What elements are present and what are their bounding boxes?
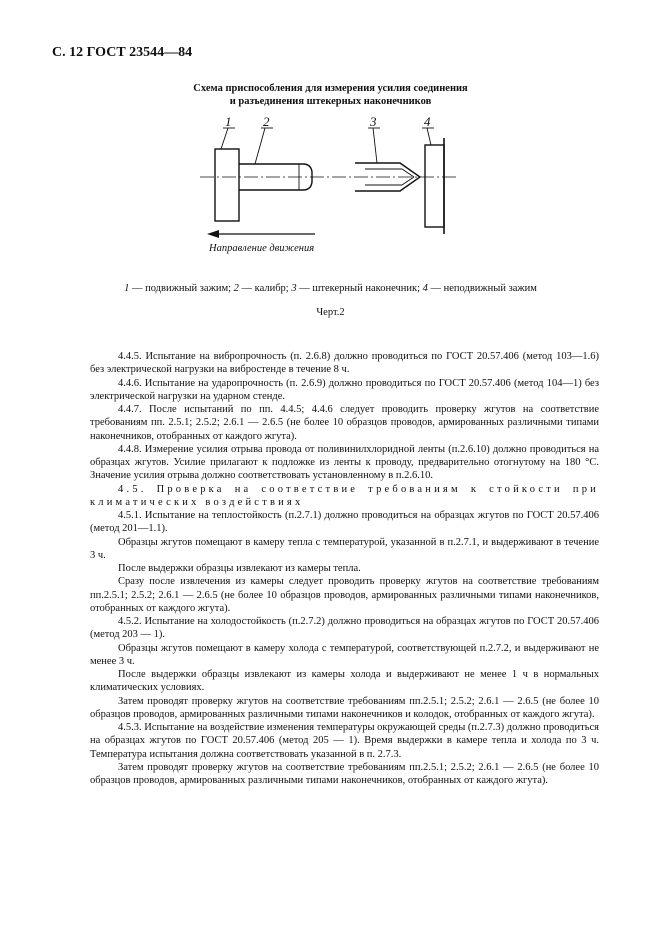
figure-title-line2: и разъединения штекерных наконечников — [229, 96, 432, 107]
paragraph: Образцы жгутов помещают в камеру тепла с температурой, указанной в п.2.7.1, и выдерживают в течение 3 ч. — [90, 536, 599, 561]
legend-text-3: штекерный наконечник; — [309, 283, 423, 294]
figure-legend — [0, 283, 661, 294]
legend-num-3: 3 — [291, 283, 297, 294]
paragraph: 4.4.7. После испытаний по пп. 4.4.5; 4.4.6 следует проводить проверку жгутов на соответствие требованиям пп. 2.5.1; 2.5.2; 2.6.1 — 2.6.5 (не более 10 образцов проводов, армированных различными типами наконечников, отобранных от каждого жгута). — [90, 404, 599, 442]
section-heading: 4.5. Проверка на соответствие требованиям к стойкости при климатических воздействиях — [90, 483, 599, 508]
legend-dash: — — [241, 283, 253, 294]
paragraph: Образцы жгутов помещают в камеру холода с температурой, соответствующей п.2.7.2, и выдерживают не менее 3 ч. — [90, 642, 599, 667]
legend-dash: — — [430, 283, 441, 294]
paragraph: Затем проводят проверку жгутов на соответствие требованиям пп.2.5.1; 2.5.2; 2.6.1 — 2.6.5 (не более 10 образцов проводов, армированных различными типами наконечников и колодок, отобранных от каждого жгута). — [90, 695, 599, 720]
fixed-clamp-shape — [425, 145, 444, 227]
legend-num-2: 2 — [233, 283, 239, 294]
label-4: 4 — [424, 116, 431, 129]
paragraph: 4.5.1. Испытание на теплостойкость (п.2.7.1) должно проводиться на образцах жгутов по ГОСТ 20.57.406 (метод 201—1.1). — [90, 510, 599, 535]
paragraph: После выдержки образцы извлекают из камеры тепла. — [118, 563, 361, 574]
legend-text-4: неподвижный зажим — [441, 283, 537, 294]
label-2: 2 — [263, 116, 270, 129]
paragraph: Сразу после извлечения из камеры следует проводить проверку жгутов на соответствие требованиям пп.2.5.1; 2.5.2; 2.6.1 — 2.6.5 (не более 10 образцов проводов, армированных различными типами наконечников, отобранных от каждого жгута). — [90, 576, 599, 614]
legend-text-2: калибр; — [252, 283, 292, 294]
fixture-diagram — [195, 116, 465, 266]
legend-dash: — — [131, 283, 143, 294]
legend-num-1: 1 — [124, 283, 130, 294]
paragraph: После выдержки образцы извлекают из камеры холода и выдерживают не менее 1 ч в нормальных климатических условиях. — [90, 669, 599, 694]
paragraph: 4.5.2. Испытание на холодостойкость (п.2.7.2) должно проводиться на образцах жгутов по ГОСТ 20.57.406 (метод 203 — 1). — [90, 616, 599, 641]
paragraph: 4.4.6. Испытание на ударопрочность (п. 2.6.9) должно проводиться по ГОСТ 20.57.406 (метод 104—1) без электрической нагрузки на ударном стенде. — [90, 377, 599, 402]
legend-dash: — — [299, 283, 310, 294]
movable-clamp-shape — [215, 149, 239, 221]
label-3: 3 — [370, 116, 377, 129]
legend-text-1: подвижный зажим; — [142, 283, 234, 294]
paragraph: Затем проводят проверку жгутов на соответствие требованиям пп.2.5.1; 2.5.2; 2.6.1 — 2.6.5 (не более 10 образцов проводов, армированных различными типами наконечников, отобранных от каждого жгута). — [90, 761, 599, 786]
paragraph: 4.4.5. Испытание на вибропрочность (п. 2.6.8) должно проводиться по ГОСТ 20.57.406 (метод 103—1.6) без электрической нагрузки на вибростенде в течение 8 ч. — [90, 351, 599, 376]
arrow-head-icon — [207, 230, 219, 238]
legend-num-4: 4 — [422, 283, 428, 294]
paragraph: 4.5.3. Испытание на воздействие изменения температуры окружающей среды (п.2.7.3) должно проводиться на образцах жгутов по ГОСТ 20.57.406 (метод 205 — 1). Время выдержки в камере тепла и холода по 3 ч. Температура испытания должна соответствовать указанной в п. 2.7.3. — [90, 722, 600, 760]
paragraph: 4.4.8. Измерение усилия отрыва провода от поливинилхлоридной ленты (п.2.6.10) должно проводиться на образцах жгутов. Усилие прилагают к подложке из ленты к проводу, предварительно отогнутому на 180 °С. Значение усилия отрыва должно соответствовать установленному в п.2.6.10. — [90, 443, 599, 482]
label-1: 1 — [225, 116, 232, 129]
figure-title-line1: Схема приспособления для измерения усилия соединения — [193, 83, 468, 94]
direction-label: Направление движения — [209, 243, 315, 254]
figure-title — [0, 82, 661, 108]
body-text — [90, 350, 599, 787]
figure-caption: Черт.2 — [316, 307, 345, 318]
page-header: С. 12 ГОСТ 23544—84 — [52, 45, 193, 60]
